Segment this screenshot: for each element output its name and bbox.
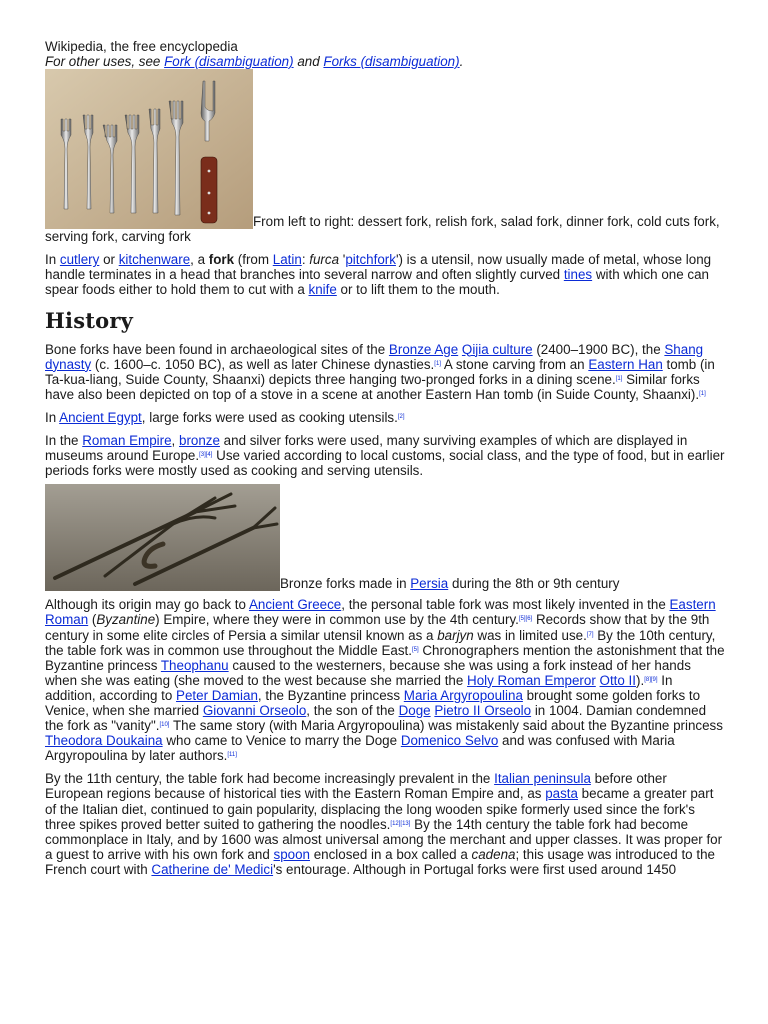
text-run: became a greater part of the Italian diet, continued to gain popularity, displacing the long wooden spike formerly used since the fork's three spikes proved better suited to gathering the noodles. — [45, 786, 714, 832]
text-run: , the Byzantine princess — [257, 687, 404, 703]
text-run: and was confused with Maria Argyropoulina by later authors. — [45, 733, 675, 764]
history-paragraph-2 — [45, 410, 725, 425]
hatnote-suffix: . — [459, 54, 464, 70]
reference-link[interactable]: [1] — [434, 360, 441, 367]
link-kitchenware[interactable]: kitchenware — [118, 252, 191, 268]
link-catherine-de-medici[interactable]: Catherine de' Medici — [151, 861, 274, 877]
text-run: ). — [636, 672, 645, 688]
text-run: barjyn — [437, 627, 474, 643]
link-ancient-greece[interactable]: Ancient Greece — [248, 597, 342, 613]
text-run: In — [45, 409, 60, 425]
text-run: In — [45, 252, 60, 268]
text-run: and silver forks were used, many surviving examples of which are displayed in museums around Europe. — [45, 433, 688, 464]
link-maria-argyropoulina[interactable]: Maria Argyropoulina — [403, 687, 523, 703]
text-run: ( — [88, 612, 97, 628]
text-run: Byzantine — [96, 612, 156, 628]
reference-link[interactable]: [6] — [525, 616, 533, 623]
text-run: (2400–1900 BC), the — [532, 341, 665, 357]
text-run: Similar forks have also been depicted on top of a stove in a scene at another Eastern Han tomb (in Suide County, Shaanxi). — [45, 371, 700, 402]
link-forks-disambiguation[interactable]: Forks (disambiguation) — [323, 54, 460, 70]
text-run: , the son of the — [306, 702, 399, 718]
hatnote-middle: and — [293, 54, 324, 70]
reference-link[interactable]: [8][9] — [644, 676, 658, 683]
link-bronze-age[interactable]: Bronze Age — [388, 341, 459, 357]
history-paragraph-4 — [45, 597, 725, 763]
link-eastern-han[interactable]: Eastern Han — [588, 356, 663, 372]
link-doge[interactable]: Doge — [398, 702, 431, 718]
reference-link[interactable]: [2] — [397, 413, 405, 420]
link-bronze[interactable]: bronze — [179, 433, 220, 449]
article — [45, 39, 725, 877]
intro-paragraph — [45, 252, 725, 297]
link-knife[interactable]: knife — [308, 282, 337, 298]
reference-link[interactable]: [1] — [615, 375, 623, 382]
text-run: In addition, according to — [45, 672, 673, 703]
text-run: who came to Venice to marry the Doge — [162, 733, 401, 749]
link-theodora-doukaina[interactable]: Theodora Doukaina — [45, 733, 163, 749]
link-pietro-ii-orseolo[interactable]: Pietro II Orseolo — [434, 702, 532, 718]
text-run: brought some golden forks to Venice, when she married — [45, 687, 701, 718]
link-eastern-roman[interactable]: Eastern Roman — [45, 597, 716, 628]
link-persia[interactable]: Persia — [410, 576, 449, 592]
reference-link[interactable]: [11] — [227, 752, 237, 759]
bronze-forks-photo[interactable] — [45, 484, 280, 591]
text-run: in 1004. Damian condemned the fork as "vanity". — [45, 702, 707, 734]
reference-link[interactable]: [12][13] — [390, 820, 411, 827]
text-run: ' — [339, 252, 346, 268]
history-paragraph-3 — [45, 433, 725, 478]
link-shang-dynasty[interactable]: Shang dynasty — [45, 341, 704, 372]
text-run: , the personal table fork was most likely invented in the — [341, 597, 670, 613]
text-run: caused to the westerners, because she was using a fork instead of her hands when she was eating (she moved to the west because she married the — [45, 657, 691, 688]
text-run: A stone carving from an — [440, 356, 589, 372]
text-run: , — [171, 433, 179, 449]
text-run: By the 10th century, the table fork was in common use throughout the Middle East. — [45, 627, 716, 658]
reference-link[interactable]: [7] — [586, 631, 594, 638]
link-pitchfork[interactable]: pitchfork — [345, 252, 396, 268]
site-tagline: Wikipedia, the free encyclopedia — [45, 39, 238, 54]
text-run: Bone forks have been found in archaeological sites of the — [45, 341, 389, 357]
text-run: tomb (in Ta-kua-liang, Suide County, Shaanxi) depicts three hanging two-pronged forks in a dining scene. — [45, 356, 715, 387]
text-run: before other European regions because of historical ties with the Eastern Roman Empire and, as — [45, 771, 667, 802]
link-qijia-culture[interactable]: Qijia culture — [461, 341, 533, 357]
history-paragraph-1 — [45, 342, 725, 402]
link-domenico-selvo[interactable]: Domenico Selvo — [400, 733, 499, 749]
reference-link[interactable]: [5] — [411, 646, 419, 653]
figure-bronze-forks — [45, 484, 725, 591]
term-fork: fork — [208, 252, 235, 268]
text-run: was in limited use. — [473, 627, 587, 643]
section-heading-history: History — [45, 307, 134, 333]
reference-link[interactable]: [10] — [159, 722, 170, 729]
link-roman-empire[interactable]: Roman Empire — [82, 433, 172, 449]
link-ancient-egypt[interactable]: Ancient Egypt — [59, 409, 142, 425]
text-run: ) Empire, where they were in common use by the 4th century. — [155, 612, 519, 628]
text-run: enclosed in a box called a — [309, 846, 472, 862]
link-pasta[interactable]: pasta — [545, 786, 578, 802]
text-run: By the 11th century, the table fork had become increasingly prevalent in the — [45, 771, 495, 787]
link-fork-disambiguation[interactable]: Fork (disambiguation) — [164, 54, 294, 70]
text-run: The same story (with Maria Argyropoulina) was mistakenly said about the Byzantine princess — [169, 718, 723, 734]
hatnote-prefix: For other uses, see — [45, 54, 165, 70]
link-latin[interactable]: Latin — [272, 252, 302, 268]
text-run: ') is a utensil, now usually made of metal, whose long handle terminates in a head that branches into several narrow and often slightly curved — [45, 252, 712, 283]
text-run: (from — [234, 252, 273, 268]
text-run: Use varied according to local customs, social class, and the type of food, but in earlier periods forks were mostly used as cooking and serving utensils. — [45, 448, 725, 479]
link-otto-ii[interactable]: Otto II — [599, 672, 636, 688]
reference-link[interactable]: [3][4] — [199, 452, 213, 459]
link-cutlery[interactable]: cutlery — [59, 252, 100, 268]
text-run: : — [301, 252, 310, 268]
link-italian-peninsula[interactable]: Italian peninsula — [494, 771, 591, 787]
text-run: , a — [190, 252, 209, 268]
text-run: , large forks were used as cooking utensils. — [141, 409, 398, 425]
link-spoon[interactable]: spoon — [273, 846, 310, 862]
text-run: during the 8th or 9th century — [448, 576, 620, 592]
forks-photo[interactable] — [45, 69, 253, 229]
text-run: ; this usage was introduced to the French court with — [45, 846, 715, 877]
text-run: cadena — [471, 846, 516, 862]
text-run: Although its origin may go back to — [45, 597, 249, 613]
link-theophanu[interactable]: Theophanu — [160, 657, 229, 673]
text-run: In the — [45, 433, 83, 449]
text-run: or to lift them to the mouth. — [336, 282, 500, 298]
reference-link[interactable]: [5] — [518, 616, 526, 623]
text-run: or — [99, 252, 119, 268]
text-run: Chronographers mention the astonishment that the Byzantine princess — [45, 642, 725, 673]
hatnote — [45, 54, 725, 69]
reference-link[interactable]: [1] — [699, 390, 706, 397]
figure-bronze-caption: Bronze forks made in — [280, 576, 411, 592]
text-run: 's entourage. Although in Portugal forks were first used around 1450 — [273, 861, 677, 877]
link-peter-damian[interactable]: Peter Damian — [176, 687, 258, 703]
text-run: Records show that by the 9th century in some elite circles of Persia a similar utensil known as a — [45, 612, 710, 643]
history-paragraph-5 — [45, 771, 725, 877]
link-tines[interactable]: tines — [563, 267, 593, 283]
text-run: By the 14th century the table fork had become commonplace in Italy, and by 1600 was almost universal among the merchant and upper classes. It was proper for a guest to arrive with his own fork and — [45, 816, 723, 862]
link-giovanni-orseolo[interactable]: Giovanni Orseolo — [202, 702, 307, 718]
figure-forks-caption: From left to right: dessert fork, relish fork, salad fork, dinner fork, cold cuts fork, serving fork, carving fork — [45, 214, 720, 245]
text-run: with which one can spear foods either to hold them to cut with a — [45, 267, 709, 298]
text-run: furca — [309, 252, 340, 268]
text-run: (c. 1600–c. 1050 BC), as well as later Chinese dynasties. — [91, 356, 435, 372]
link-holy-roman-emperor[interactable]: Holy Roman Emperor — [467, 672, 596, 688]
figure-forks — [45, 69, 725, 244]
